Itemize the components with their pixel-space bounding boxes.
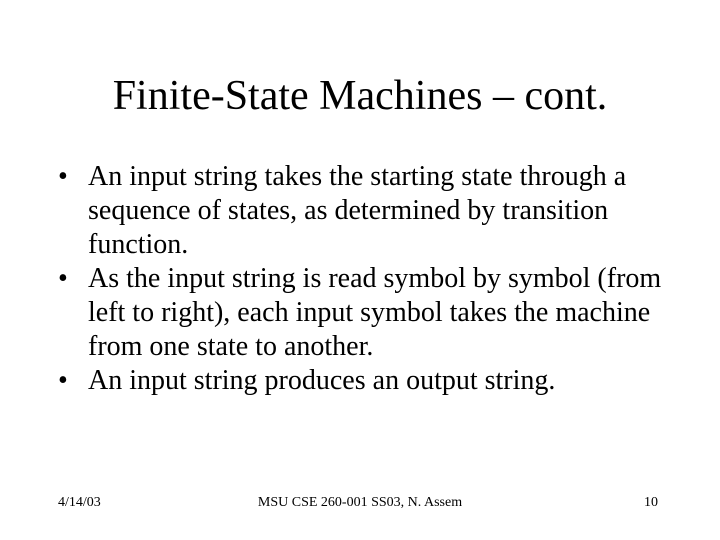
bullet-item xyxy=(58,160,678,262)
bullet-icon: • xyxy=(58,161,68,192)
bullet-item xyxy=(58,364,678,398)
bullet-text: As the input string is read symbol by symbol (from left to right), each input symbol takes the machine from one state to another. xyxy=(88,263,662,362)
bullet-text: An input string takes the starting state through a sequence of states, as determined by transition function. xyxy=(88,161,627,260)
slide-title: Finite-State Machines – cont. xyxy=(112,73,608,119)
bullet-list xyxy=(58,160,678,398)
footer-page-number: 10 xyxy=(644,495,658,510)
bullet-icon: • xyxy=(58,263,68,294)
bullet-item xyxy=(58,262,678,364)
bullet-icon: • xyxy=(58,365,68,396)
footer-course: MSU CSE 260-001 SS03, N. Assem xyxy=(257,495,463,510)
footer-date: 4/14/03 xyxy=(58,495,101,510)
bullet-text: An input string produces an output string. xyxy=(88,365,556,396)
